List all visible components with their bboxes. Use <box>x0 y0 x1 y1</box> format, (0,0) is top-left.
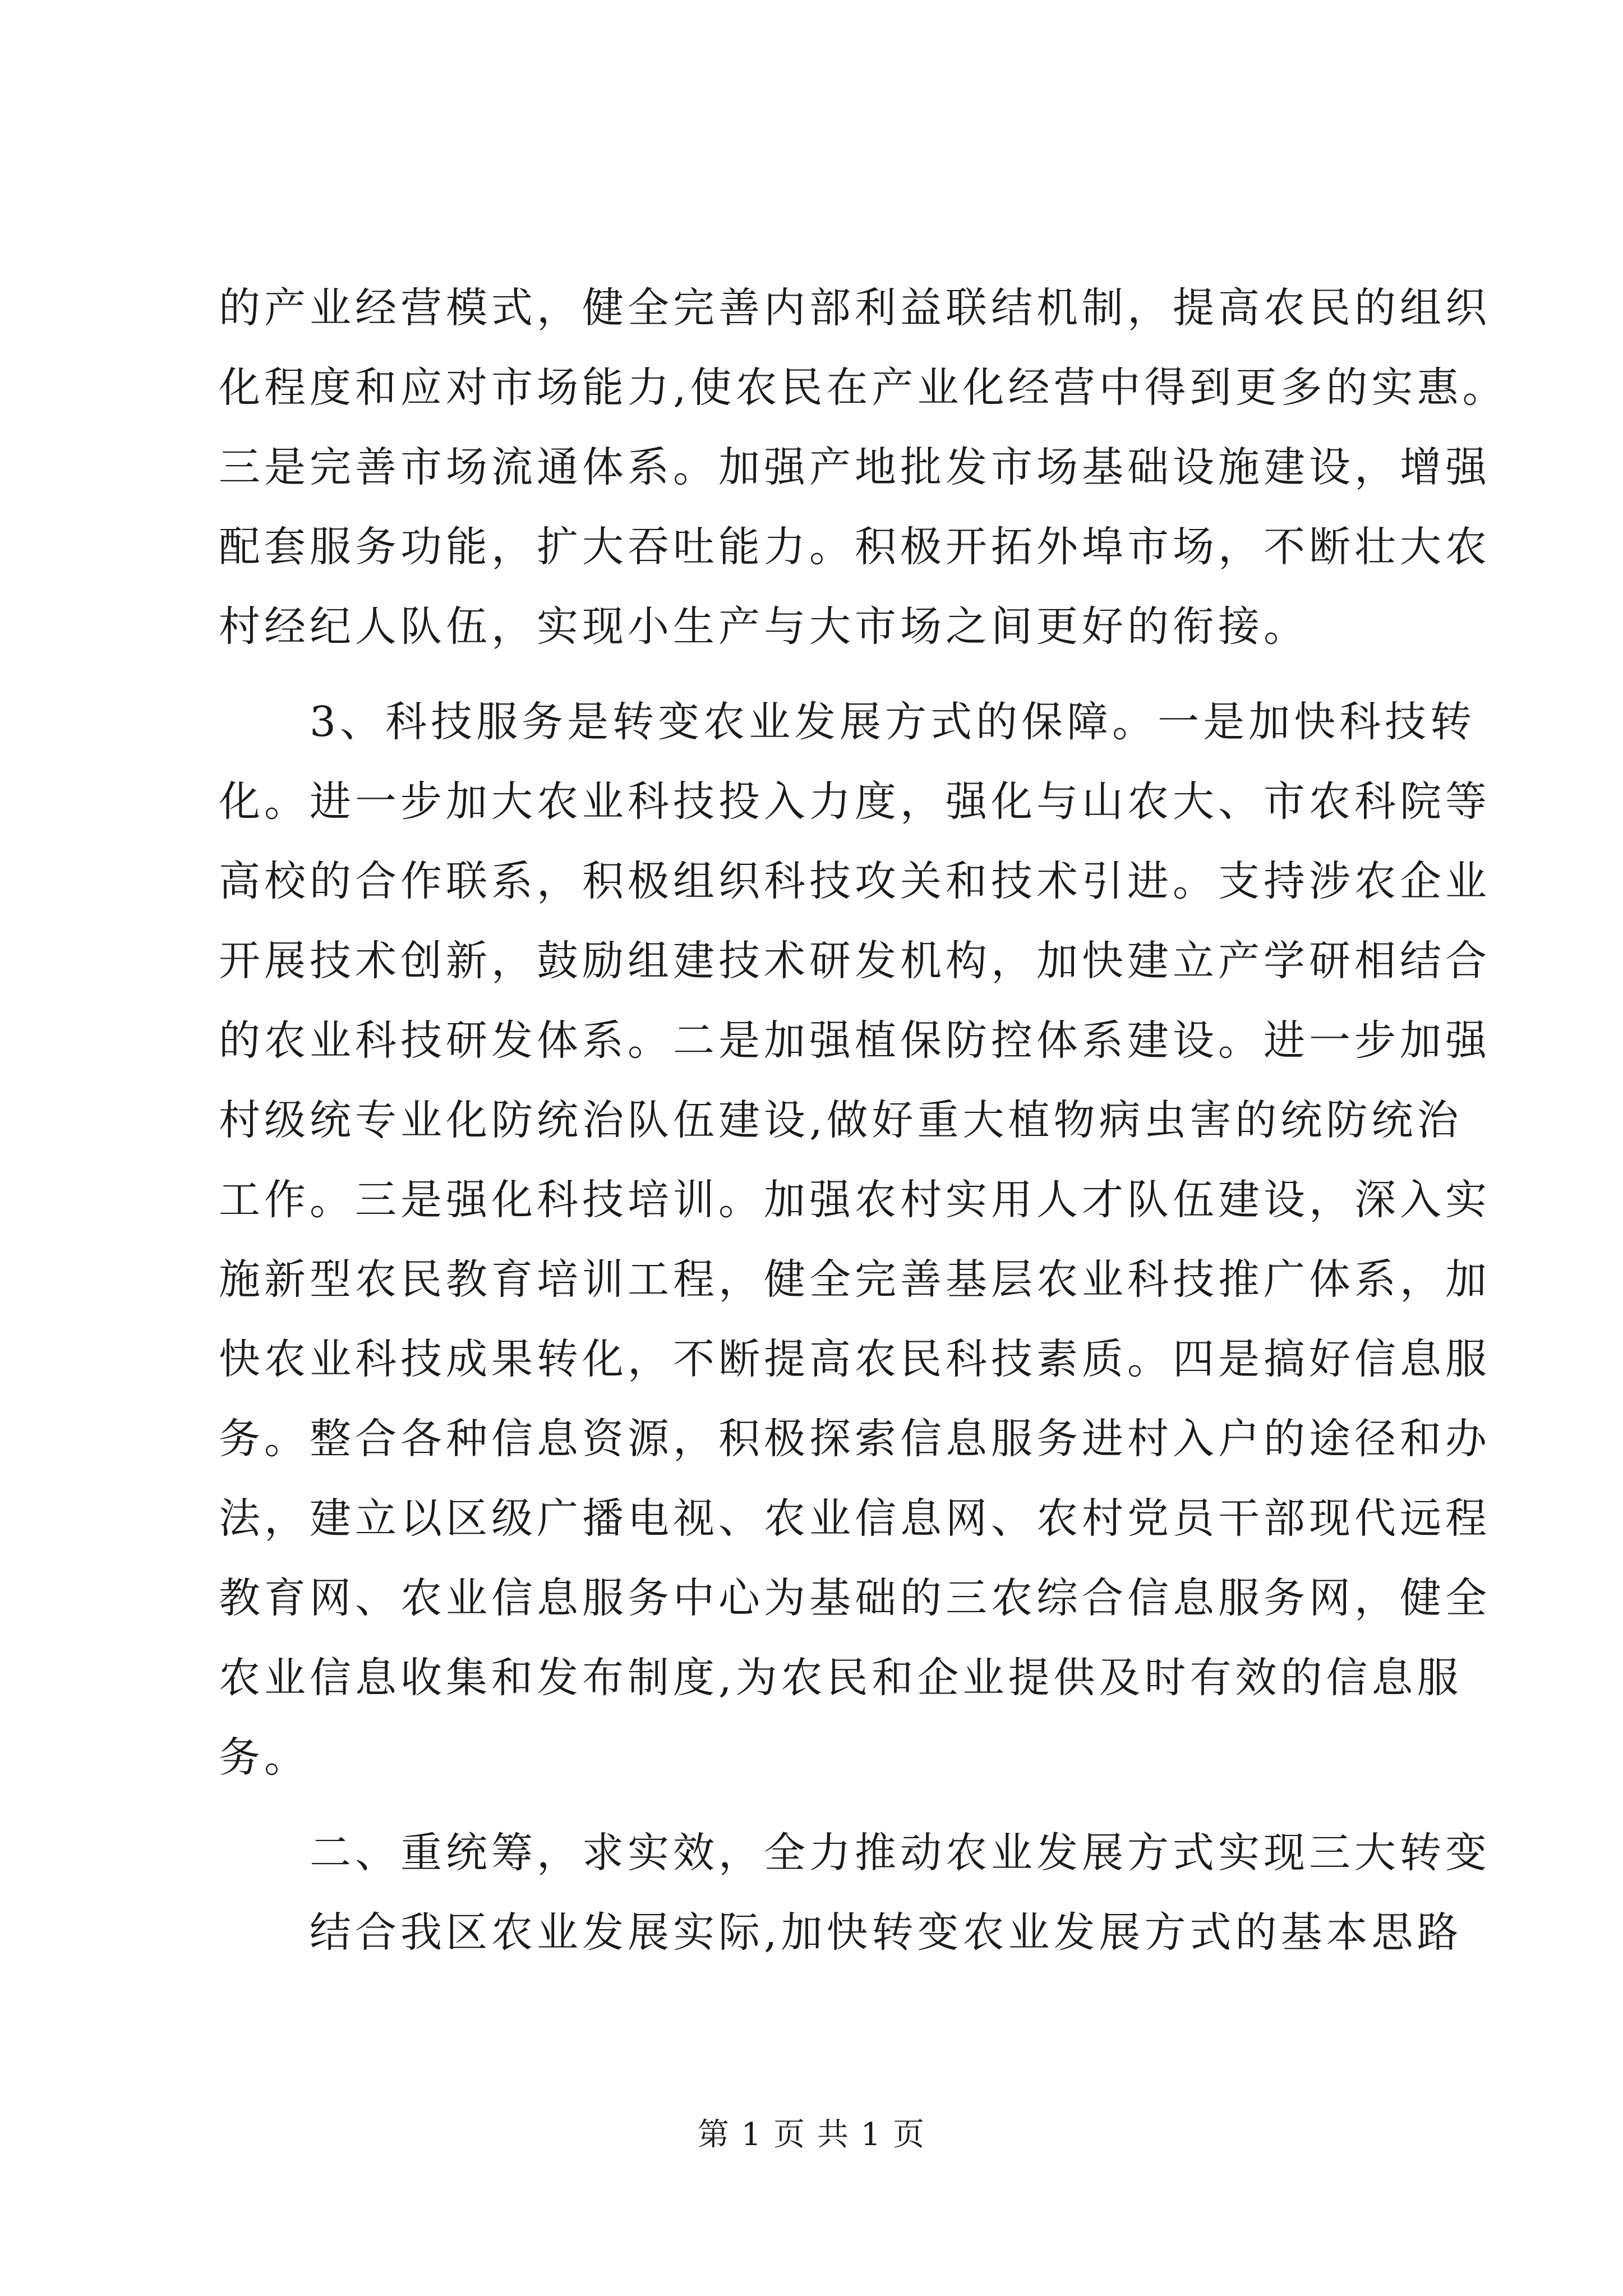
text-line: 教育网、农业信息服务中心为基础的三农综合信息服务网，健全 <box>219 1574 1491 1622</box>
document-body <box>219 268 1508 1972</box>
text-line: 化程度和应对市场能力,使农民在产业化经营中得到更多的实惠。 <box>219 364 1508 412</box>
paragraph-heading-line: 3、科技服务是转变农业发展方式的保障。一是加快科技转 <box>219 698 1476 746</box>
text-line: 法，建立以区级广播电视、农业信息网、农村党员干部现代远程 <box>219 1494 1491 1543</box>
text-line: 施新型农民教育培训工程，健全完善基层农业科技推广体系，加 <box>219 1255 1491 1304</box>
text-line: 务。 <box>219 1733 310 1782</box>
text-line: 务。整合各种信息资源，积极探索信息服务进村入户的途径和办 <box>219 1415 1491 1463</box>
text-line: 的农业科技研发体系。二是加强植保防控体系建设。进一步加强 <box>219 1016 1491 1065</box>
text-line: 开展技术创新，鼓励组建技术研发机构，加快建立产学研相结合 <box>219 937 1491 985</box>
text-line: 的产业经营模式，健全完善内部利益联结机制，提高农民的组织 <box>219 284 1491 332</box>
text-line: 村级统专业化防统治队伍建设,做好重大植物病虫害的统防统治 <box>219 1096 1463 1144</box>
text-line: 三是完善市场流通体系。加强产地批发市场基础设施建设，增强 <box>219 443 1491 491</box>
text-line: 快农业科技成果转化，不断提高农民科技素质。四是搞好信息服 <box>219 1335 1491 1383</box>
text-line: 高校的合作联系，积极组织科技攻关和技术引进。支持涉农企业 <box>219 857 1491 905</box>
section-heading-line: 二、重统筹，求实效，全力推动农业发展方式实现三大转变 <box>219 1829 1491 1877</box>
text-line: 村经纪人队伍，实现小生产与大市场之间更好的衔接。 <box>219 602 1309 651</box>
text-line: 工作。三是强化科技培训。加强农村实用人才队伍建设，深入实 <box>219 1176 1491 1224</box>
text-line: 农业信息收集和发布制度,为农民和企业提供及时有效的信息服 <box>219 1654 1463 1702</box>
text-line: 化。进一步加大农业科技投入力度，强化与山农大、市农科院等 <box>219 777 1491 826</box>
text-line: 结合我区农业发展实际,加快转变农业发展方式的基本思路 <box>219 1908 1463 1957</box>
page-number-footer: 第 1 页 共 1 页 <box>697 2116 926 2153</box>
text-line: 配套服务功能，扩大吞吐能力。积极开拓外埠市场，不断壮大农 <box>219 523 1491 571</box>
